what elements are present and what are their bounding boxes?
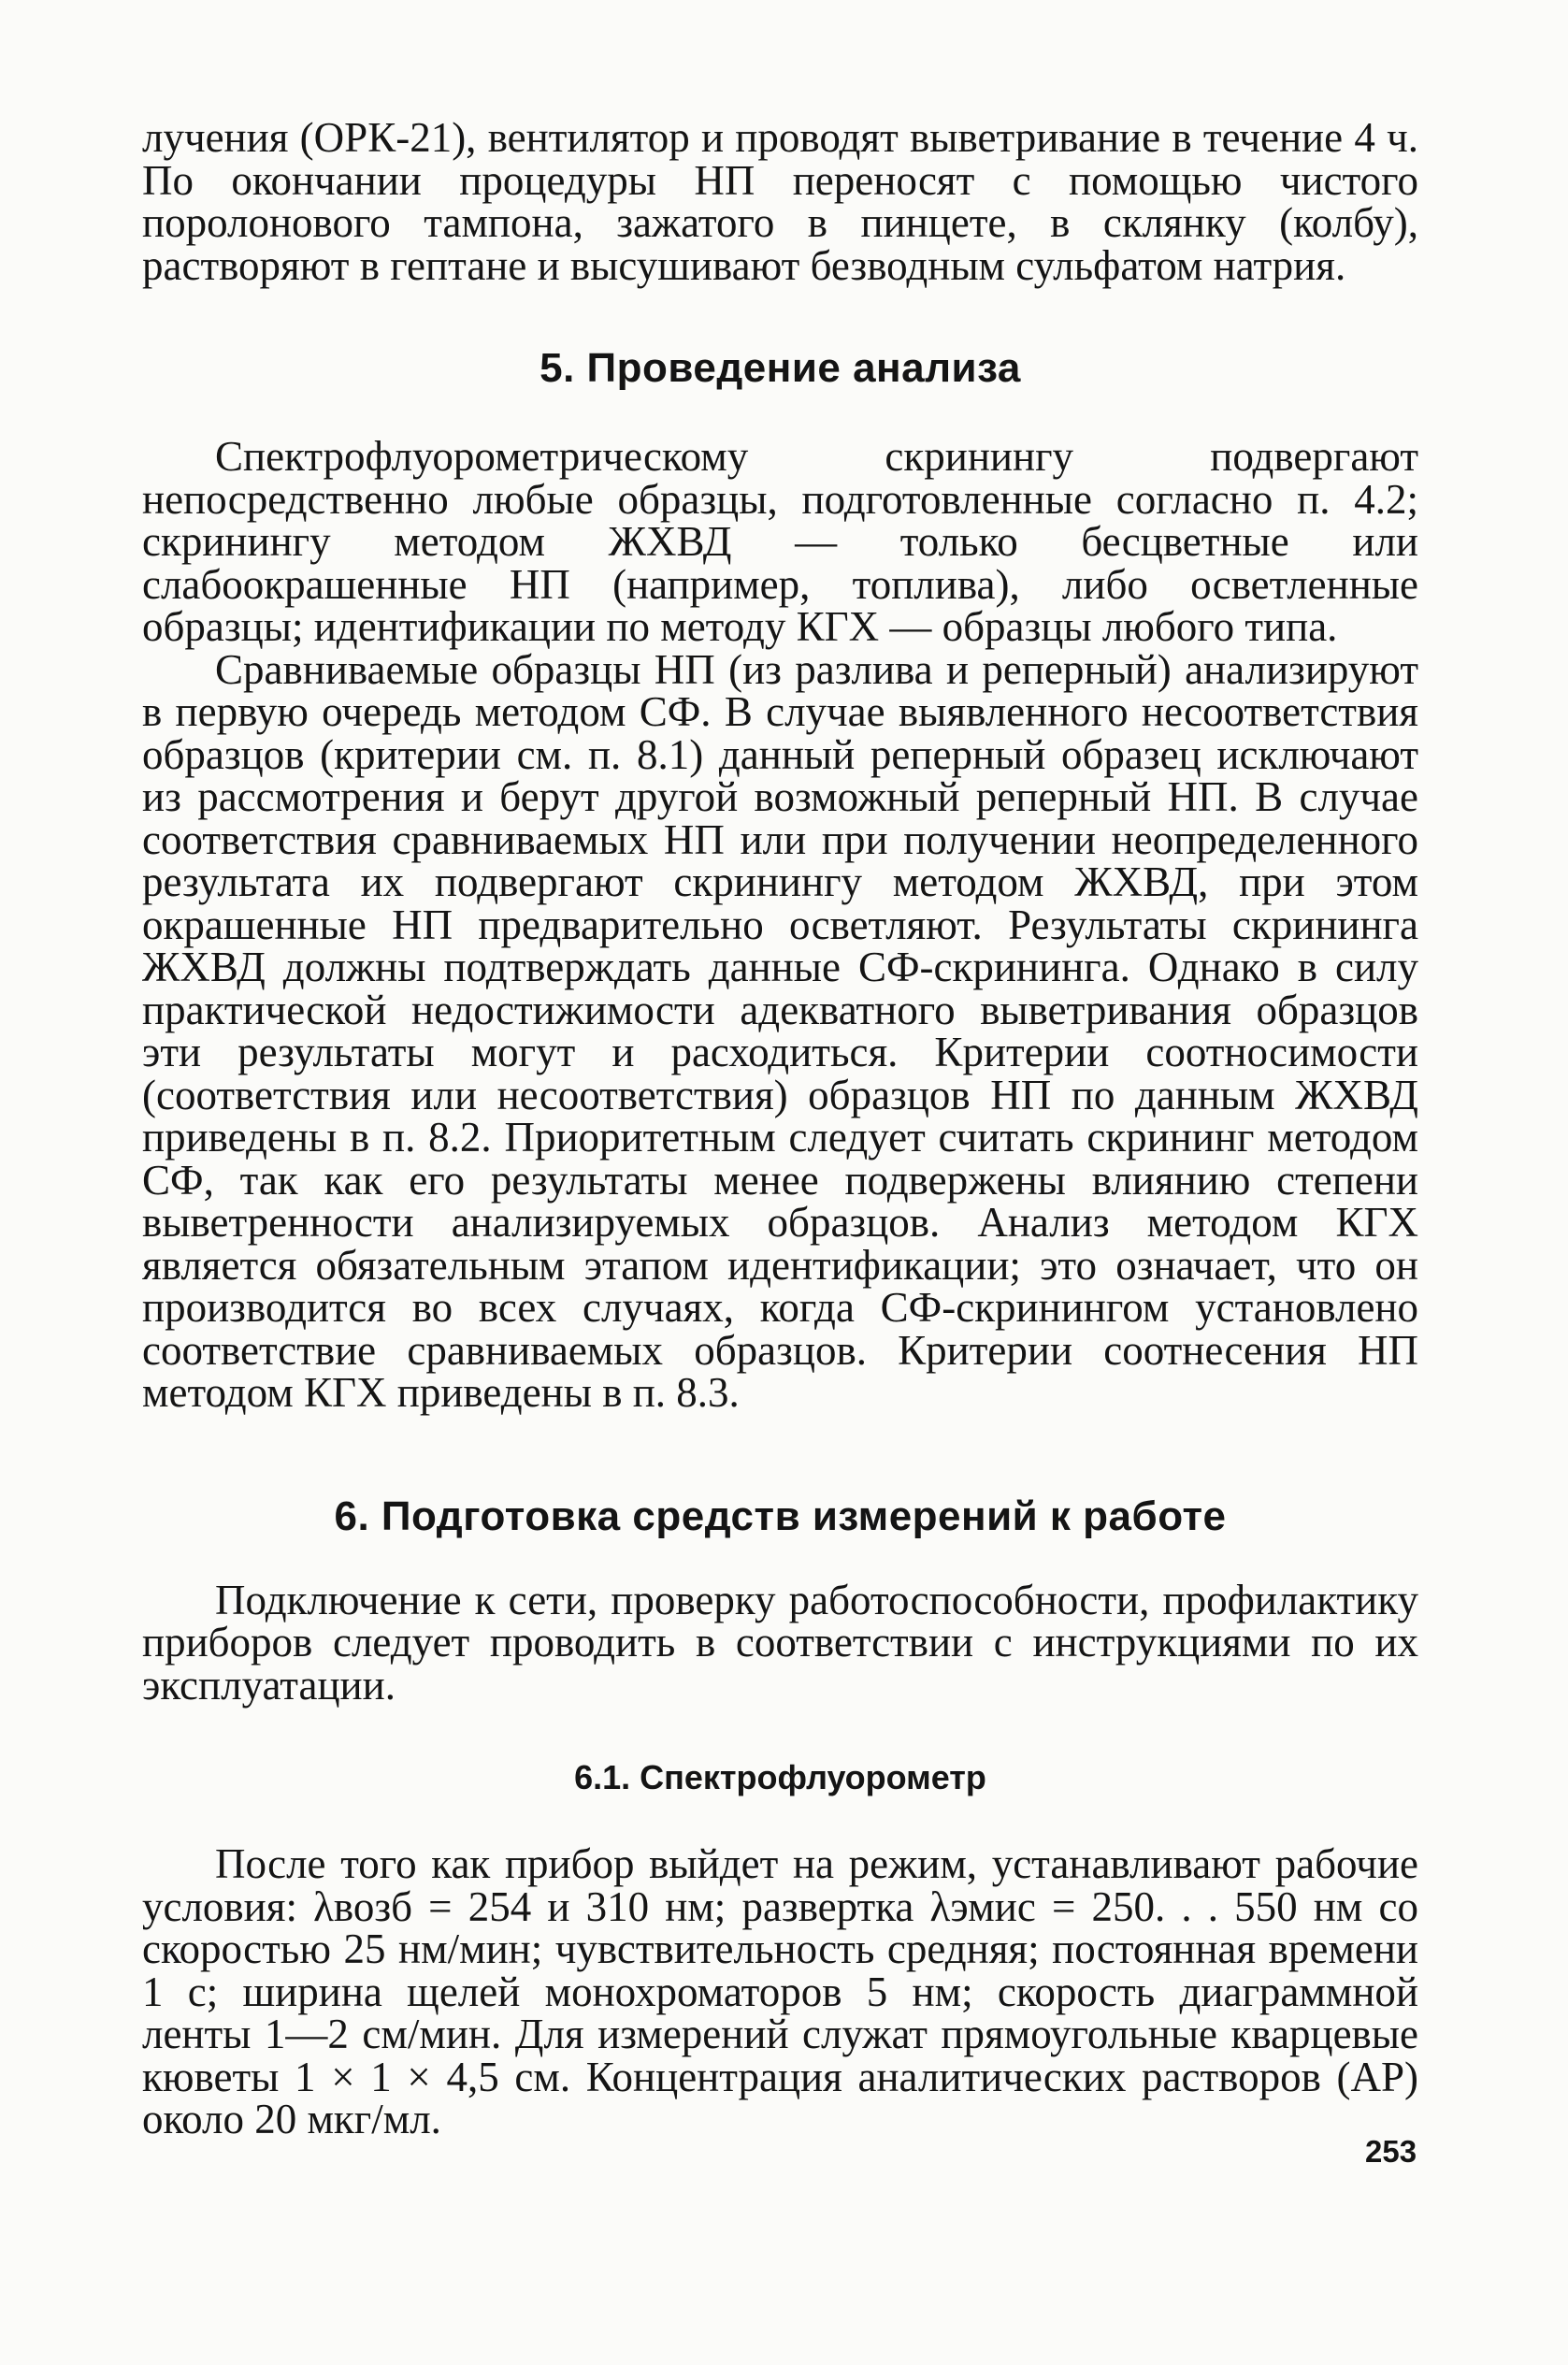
section-6-heading: 6. Подготовка средств измерений к работе <box>334 1493 1227 1539</box>
section-6-1-paragraph: После того как прибор выйдет на режим, устанавливают рабочие условия: λвозб = 254 и 310 нм; развертка λэмис = 250. . . 550 нм со скоростью 25 нм/мин; чувствительность средняя; постоянная времени 1 с; ширина щелей монохроматоров 5 нм; скорость диаграммной ленты 1—2 см/мин. Для измерений служат прямоугольные кварцевые кюветы 1 × 1 × 4,5 см. Концентрация аналитических растворов (АР) около 20 мкг/мл. <box>142 1840 1418 2142</box>
section-6-paragraph: Подключение к сети, проверку работоспособности, профилактику приборов следует проводить в соответствии с инструкциями по их эксплуатации. <box>142 1576 1418 1709</box>
section-5-heading: 5. Проведение анализа <box>539 345 1021 391</box>
page-number: 253 <box>1365 2134 1417 2169</box>
section-5-paragraph-1: Спектрофлуорометрическому скринингу подвергают непосредственно любые образцы, подготовленные согласно п. 4.2; скринингу методом ЖХВД — только бесцветные или слабоокрашенные НП (например, топлива), либо осветленные образцы; идентификации по методу КГХ — образцы любого типа. <box>142 433 1418 650</box>
intro-paragraph: лучения (ОРК-21), вентилятор и проводят выветривание в течение 4 ч. По окончании процедуры НП переносят с помощью чистого поролонового тампона, зажатого в пинцете, в склянку (колбу), растворяют в гептане и высушивают безводным сульфатом натрия. <box>142 114 1418 289</box>
section-5-paragraph-2: Сравниваемые образцы НП (из разлива и реперный) анализируют в первую очередь методом СФ. В случае выявленного несоответствия образцов (критерии см. п. 8.1) данный реперный образец исключают из рассмотрения и берут другой возможный реперный НП. В случае соответствия сравниваемых НП или при получении неопределенного результата их подвергают скринингу методом ЖХВД, при этом окрашенные НП предварительно осветляют. Результаты скрининга ЖХВД должны подтверждать данные СФ-скрининга. Однако в силу практической недостижимости адекватного выветривания образцов эти результаты могут и расходиться. Критерии соотносимости (соответствия или несоответствия) образцов НП по данным ЖХВД приведены в п. 8.2. Приоритетным следует считать скрининг методом СФ, так как его результаты менее подвержены влиянию степени выветренности анализируемых образцов. Анализ методом КГХ является обязательным этапом идентификации; это означает, что он производится во всех случаях, когда СФ-скринингом установлено соответствие сравниваемых образцов. Критерии соотнесения НП методом КГХ приведены в п. 8.3. <box>142 645 1418 1416</box>
section-6-1-heading: 6.1. Спектрофлуорометр <box>574 1758 986 1796</box>
